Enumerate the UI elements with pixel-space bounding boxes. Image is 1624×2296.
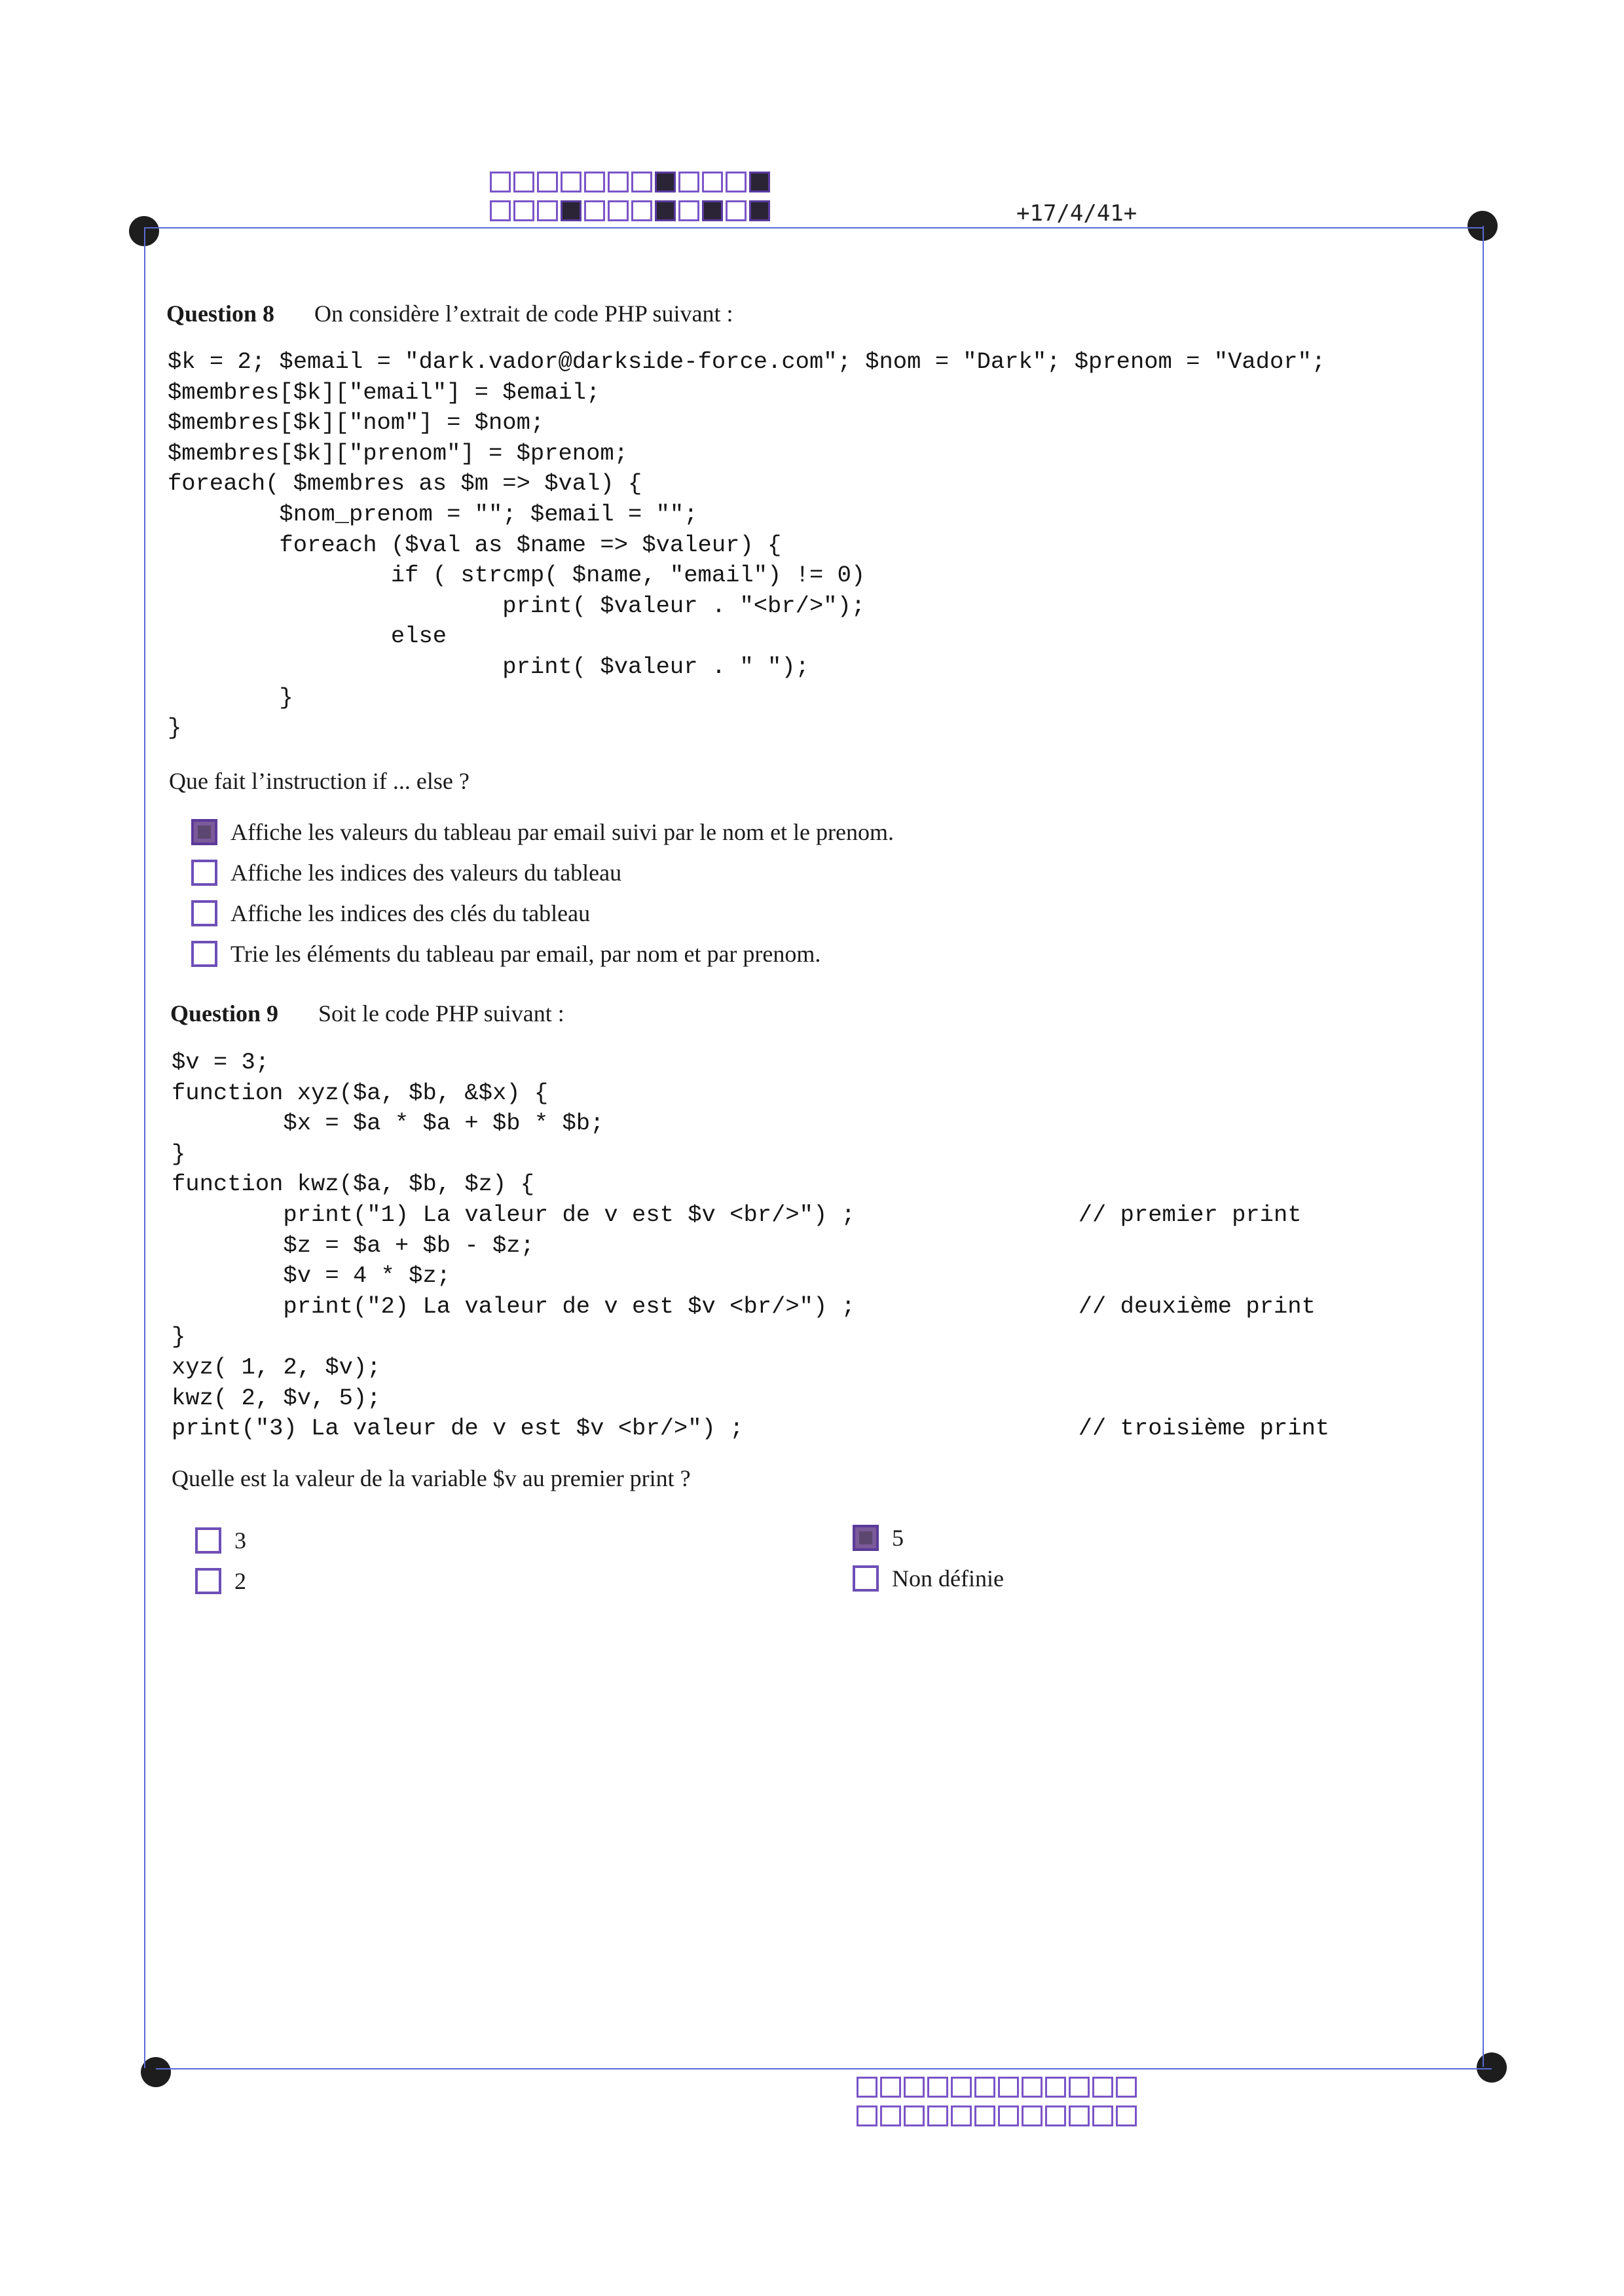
mark-cell bbox=[927, 2077, 948, 2098]
mark-cell bbox=[1116, 2105, 1137, 2126]
q8-choice-2[interactable] bbox=[191, 859, 621, 886]
mark-cell bbox=[880, 2105, 901, 2126]
mark-cell bbox=[702, 200, 723, 221]
mark-cell bbox=[490, 200, 511, 221]
mark-cell bbox=[631, 172, 652, 192]
frame-top bbox=[144, 227, 1483, 228]
question-9-intro: Soit le code PHP suivant : bbox=[318, 1000, 564, 1027]
q8-choice-3[interactable] bbox=[191, 900, 590, 927]
mark-cell bbox=[857, 2077, 877, 2098]
mark-cell bbox=[1069, 2077, 1090, 2098]
mark-cell bbox=[608, 172, 629, 192]
q9-choice-3-label: 3 bbox=[234, 1527, 246, 1554]
q9-choice-5-checkbox[interactable] bbox=[853, 1525, 879, 1551]
q9-choice-5[interactable] bbox=[853, 1524, 904, 1552]
mark-cell bbox=[951, 2105, 972, 2126]
q9-choice-2-checkbox[interactable] bbox=[195, 1568, 221, 1594]
q9-choice-non-definie-label: Non définie bbox=[892, 1565, 1004, 1592]
question-8-intro: On considère l’extrait de code PHP suivant : bbox=[314, 301, 733, 327]
mark-cell bbox=[904, 2105, 925, 2126]
mark-cell bbox=[749, 200, 770, 221]
mark-cell bbox=[951, 2077, 972, 2098]
mark-cell bbox=[561, 172, 581, 192]
top-mark-row-2 bbox=[490, 200, 773, 221]
bottom-mark-row-2 bbox=[857, 2105, 1139, 2126]
top-mark-row-1 bbox=[490, 172, 773, 192]
mark-cell bbox=[513, 172, 534, 192]
question-8-label: Question 8 bbox=[166, 301, 275, 327]
frame-left bbox=[144, 227, 145, 2068]
mark-cell bbox=[655, 172, 676, 192]
mark-cell bbox=[749, 172, 770, 192]
question-8-prompt: Que fait l’instruction if ... else ? bbox=[169, 768, 470, 794]
mark-cell bbox=[584, 172, 605, 192]
mark-cell bbox=[702, 172, 723, 192]
mark-cell bbox=[608, 200, 629, 221]
q8-choice-1-checkbox[interactable] bbox=[191, 819, 217, 845]
frame-right bbox=[1483, 226, 1484, 2067]
bottom-mark-row-1 bbox=[857, 2077, 1139, 2098]
q8-choice-4-label: Trie les éléments du tableau par email, par nom et par prenom. bbox=[231, 941, 821, 967]
question-9-prompt: Quelle est la valeur de la variable $v au premier print ? bbox=[172, 1465, 691, 1491]
q9-choice-3-checkbox[interactable] bbox=[195, 1527, 221, 1554]
mark-cell bbox=[655, 200, 676, 221]
q8-choice-1[interactable] bbox=[191, 818, 894, 846]
mark-cell bbox=[1116, 2077, 1137, 2098]
q8-choice-2-checkbox[interactable] bbox=[191, 860, 217, 886]
mark-cell bbox=[1069, 2105, 1090, 2126]
mark-cell bbox=[1045, 2077, 1066, 2098]
question-9-code: $v = 3; function xyz($a, $b, &$x) { $x = $a * $a + $b * $b; } function kwz($a, $b, $z) { print("1) La valeur de v est $v <br/>") ; // premier print $z = $a + $b - $z; $v = 4 * $z; print("2) La valeur de v est $v <br/>") ; // deuxième print } xyz( 1, 2, $v); kwz( 2, $v, 5); print("3) La valeur de v est $v <br/>") ; // troisième print bbox=[172, 1049, 1330, 1442]
q8-choice-1-label: Affiche les valeurs du tableau par email suivi par le nom et le prenom. bbox=[231, 819, 894, 845]
mark-cell bbox=[726, 200, 747, 221]
mark-cell bbox=[537, 200, 558, 221]
mark-cell bbox=[857, 2105, 877, 2126]
q8-choice-3-label: Affiche les indices des clés du tableau bbox=[231, 900, 591, 926]
mark-cell bbox=[726, 172, 747, 192]
q9-choice-3[interactable] bbox=[195, 1527, 246, 1554]
mark-cell bbox=[631, 200, 652, 221]
mark-cell bbox=[1092, 2105, 1113, 2126]
mark-cell bbox=[904, 2077, 925, 2098]
question-9-label: Question 9 bbox=[170, 1000, 279, 1027]
mark-cell bbox=[1045, 2105, 1066, 2126]
mark-cell bbox=[1022, 2077, 1043, 2098]
question-8-code: $k = 2; $email = "dark.vador@darkside-force.com"; $nom = "Dark"; $prenom = "Vador"; $membres[$k]["email"] = $email; $membres[$k]["nom"] = $nom; $membres[$k]["prenom"] = $prenom; foreach( $membres as $m => $val) { $nom_prenom = ""; $email = ""; foreach ($val as $name => $valeur) { if ( strcmp( $name, "email") != 0) print( $valeur . "<br/>"); else print( $valeur . " "); } } bbox=[168, 348, 1326, 742]
mark-cell bbox=[880, 2077, 901, 2098]
mark-cell bbox=[998, 2105, 1019, 2126]
mark-cell bbox=[513, 200, 534, 221]
mark-cell bbox=[678, 200, 699, 221]
question-9-title bbox=[170, 1000, 564, 1027]
mark-cell bbox=[678, 172, 699, 192]
corner-dot-bottom-right bbox=[1477, 2052, 1507, 2083]
mark-cell bbox=[537, 172, 558, 192]
mark-cell bbox=[561, 200, 581, 221]
mark-cell bbox=[927, 2105, 948, 2126]
mark-cell bbox=[1022, 2105, 1043, 2126]
q9-choice-5-label: 5 bbox=[892, 1525, 904, 1551]
q9-choice-2[interactable] bbox=[195, 1567, 246, 1595]
mark-cell bbox=[998, 2077, 1019, 2098]
q8-choice-2-label: Affiche les indices des valeurs du tableau bbox=[231, 860, 622, 886]
question-8-title bbox=[166, 300, 733, 327]
q9-choice-non-definie-checkbox[interactable] bbox=[853, 1565, 879, 1592]
frame-bottom bbox=[156, 2068, 1492, 2069]
mark-cell bbox=[974, 2077, 995, 2098]
q8-choice-4-checkbox[interactable] bbox=[191, 941, 217, 967]
mark-cell bbox=[490, 172, 511, 192]
mark-cell bbox=[1092, 2077, 1113, 2098]
page-id: +17/4/41+ bbox=[1016, 200, 1137, 227]
q9-choice-non-definie[interactable] bbox=[853, 1565, 1004, 1592]
q9-choice-2-label: 2 bbox=[234, 1568, 246, 1594]
q8-choice-4[interactable] bbox=[191, 940, 821, 968]
mark-cell bbox=[584, 200, 605, 221]
q8-choice-3-checkbox[interactable] bbox=[191, 900, 217, 926]
mark-cell bbox=[974, 2105, 995, 2126]
